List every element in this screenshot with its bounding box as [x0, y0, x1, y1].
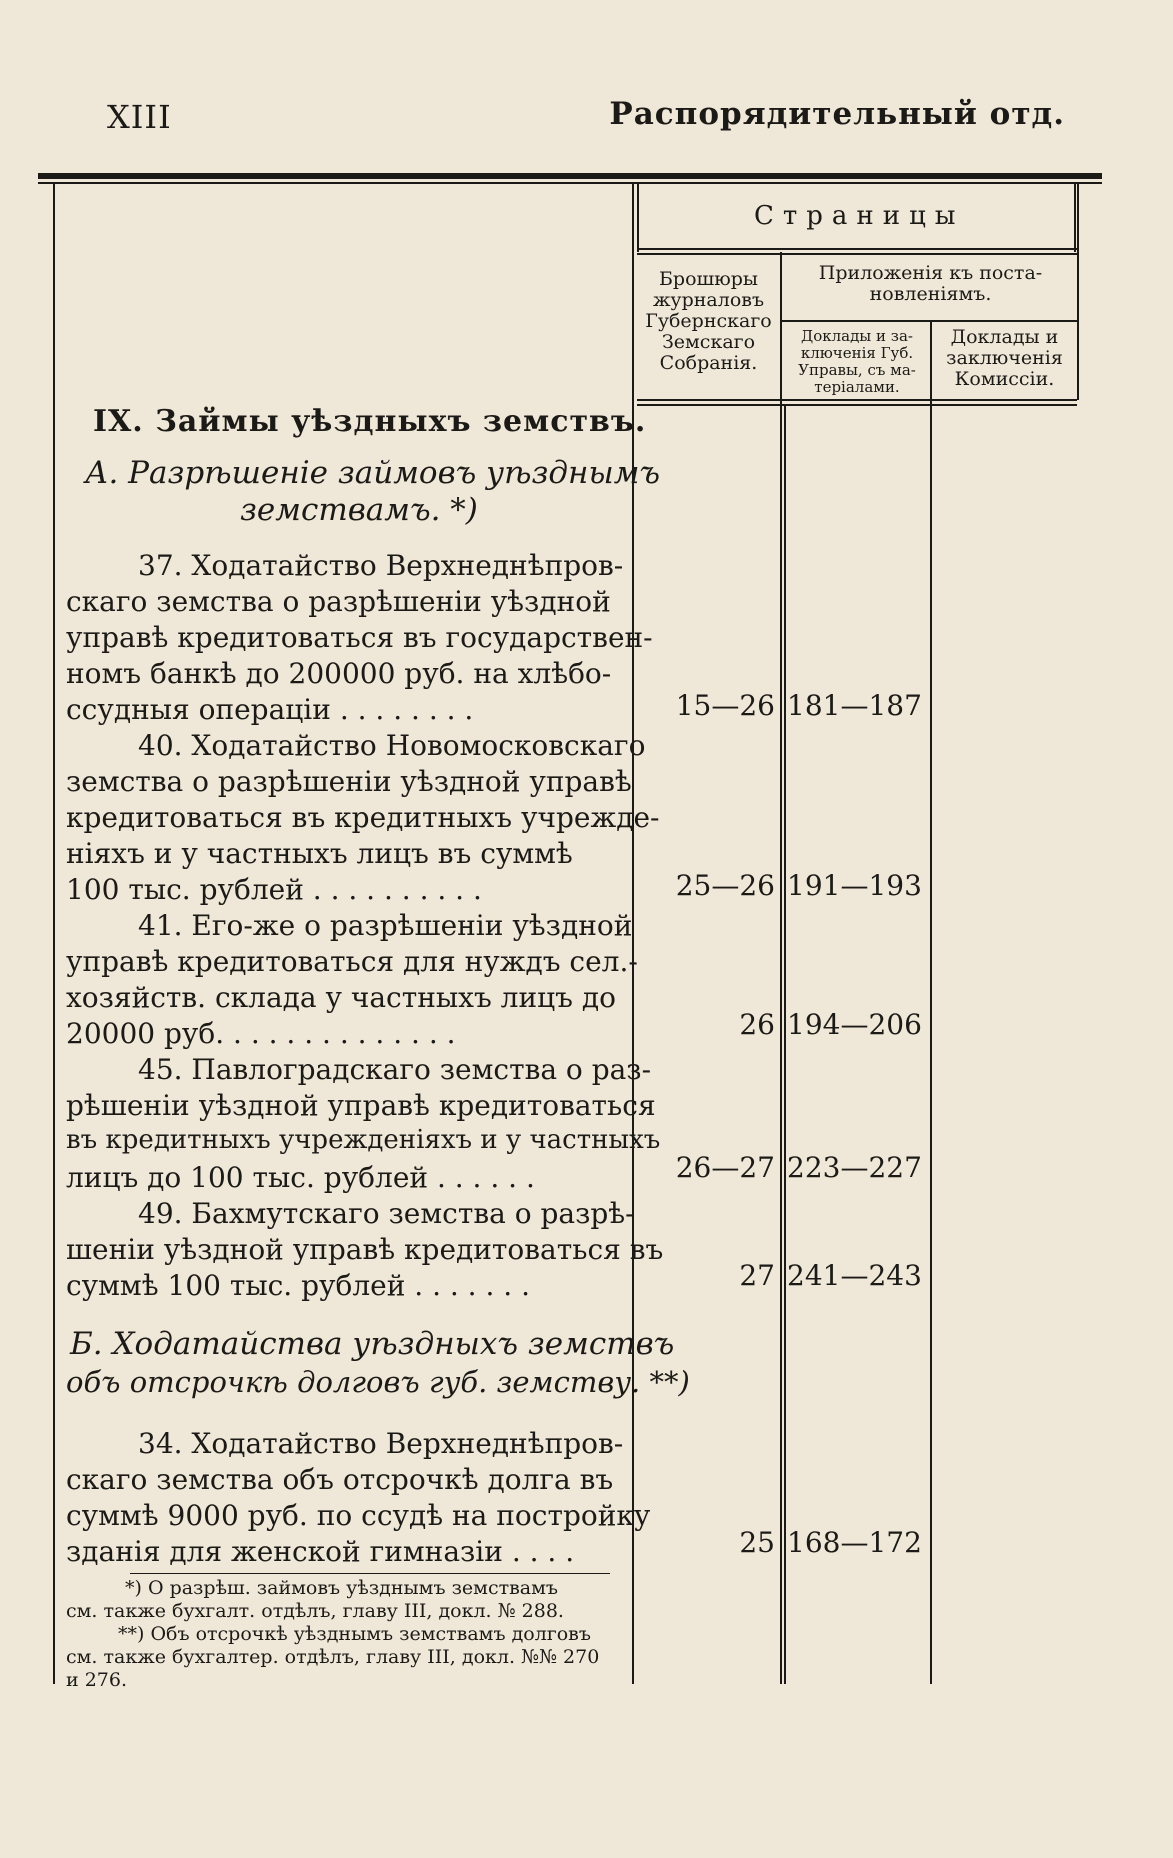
subheader-rule: [782, 320, 1077, 322]
item-41-line-2: управѣ кредитоваться для нуждъ сел.-: [66, 945, 638, 978]
ref-40-reports: 191—193: [787, 869, 922, 902]
item-41-line-1: 41. Его-же о разрѣшеніи уѣздной: [138, 909, 633, 942]
ref-41-reports: 194—206: [787, 1008, 922, 1041]
item-41-line-4: 20000 руб. . . . . . . . . . . . . .: [66, 1017, 456, 1050]
frame-right-line-2: [1074, 184, 1076, 252]
section-a-title: А. Разрѣшеніе займовъ уѣзднымъ: [85, 455, 661, 491]
item-40-line-1: 40. Ходатайство Новомосковскаго: [138, 729, 646, 762]
item-37-line-5: ссудныя операціи . . . . . . . .: [66, 693, 474, 726]
item-40-line-2: земства о разрѣшеніи уѣздной управѣ: [66, 765, 632, 798]
item-34-line-2: скаго земства объ отсрочкѣ долга въ: [66, 1463, 614, 1496]
item-40-line-4: ніяхъ и у частныхъ лицъ въ суммѣ: [66, 837, 573, 870]
frame-left-line: [53, 184, 55, 1684]
col-appendices-header: Приложенія къ поста- новленіямъ.: [818, 262, 1043, 305]
col-divider-commission: [930, 322, 932, 1684]
ref-49-brochure: 27: [739, 1259, 775, 1292]
ref-40-brochure: 25—26: [675, 869, 775, 902]
header-rule-2: [637, 253, 1077, 255]
footnote-rule: [130, 1573, 610, 1574]
footnote-1-line-1: *) О разрѣш. займовъ уѣзднымъ земствамъ: [125, 1577, 559, 1599]
item-40-line-3: кредитоваться въ кредитныхъ учрежде-: [66, 801, 660, 834]
item-37-line-1: 37. Ходатайство Верхнеднѣпров-: [138, 549, 624, 582]
header-bottom-rule-1: [637, 399, 1077, 401]
item-49-line-2: шеніи уѣздной управѣ кредитоваться въ: [66, 1233, 664, 1266]
ref-45-reports: 223—227: [787, 1151, 922, 1184]
pages-caption: Страницы: [754, 201, 965, 231]
item-37-line-3: управѣ кредитоваться въ государствен-: [66, 621, 653, 654]
item-49-line-3: суммѣ 100 тыс. рублей . . . . . . .: [66, 1269, 530, 1302]
item-40-line-5: 100 тыс. рублей . . . . . . . . . .: [66, 873, 482, 906]
ref-34-reports: 168—172: [787, 1526, 922, 1559]
top-rule-thin: [38, 182, 1102, 184]
footnote-2-line-3: и 276.: [66, 1669, 128, 1691]
item-45-line-2: рѣшеніи уѣздной управѣ кредитоваться: [66, 1089, 656, 1122]
col-commission-header: Доклады и заключенія Комиссіи.: [946, 326, 1063, 390]
footnote-1-line-2: см. также бухгалт. отдѣлъ, главу III, докл. № 288.: [66, 1600, 564, 1622]
col-brochures-header: Брошюры журналовъ Губернскаго Земскаго Собранія.: [645, 268, 772, 374]
section-b-title: Б. Ходатайства уѣздныхъ земствъ: [70, 1326, 675, 1362]
item-45-line-3: въ кредитныхъ учрежденіяхъ и у частныхъ: [66, 1125, 661, 1155]
ref-37-brochure: 15—26: [675, 689, 775, 722]
item-37-line-4: номъ банкѣ до 200000 руб. на хлѣбо-: [66, 657, 612, 690]
item-34-line-1: 34. Ходатайство Верхнеднѣпров-: [138, 1427, 624, 1460]
ref-45-brochure: 26—27: [675, 1151, 775, 1184]
ref-34-brochure: 25: [739, 1526, 775, 1559]
item-34-line-3: суммѣ 9000 руб. по ссудѣ на постройку: [66, 1499, 651, 1532]
col-divider-reports: [780, 252, 782, 1684]
header-rule-1: [637, 248, 1077, 250]
item-34-line-4: зданія для женской гимназіи . . . .: [66, 1535, 575, 1568]
frame-right-line: [1077, 184, 1079, 400]
footnote-2-line-1: **) Объ отсрочкѣ уѣзднымъ земствамъ долговъ: [118, 1623, 591, 1645]
col-reports-header: Доклады и за- ключенія Губ. Управы, съ ма- теріалами.: [798, 327, 916, 396]
ref-49-reports: 241—243: [787, 1259, 922, 1292]
page-number: XIII: [107, 98, 172, 136]
section-a-title-2: земствамъ. *): [240, 492, 478, 528]
top-rule: [38, 173, 1102, 179]
item-49-line-1: 49. Бахмутскаго земства о разрѣ-: [138, 1197, 635, 1230]
col-divider-line-2: [637, 184, 639, 252]
ref-41-brochure: 26: [739, 1008, 775, 1041]
section-b-title-2: объ отсрочкѣ долговъ губ. земству. **): [66, 1365, 690, 1399]
col-divider-reports-2: [784, 404, 786, 1684]
item-41-line-3: хозяйств. склада у частныхъ лицъ до: [66, 981, 616, 1014]
item-37-line-2: скаго земства о разрѣшеніи уѣздной: [66, 585, 611, 618]
ref-37-reports: 181—187: [787, 689, 922, 722]
footnote-2-line-2: см. также бухгалтер. отдѣлъ, главу III, докл. №№ 270: [66, 1646, 600, 1668]
header-bottom-rule-2: [637, 404, 1077, 406]
department-header: Распорядительный отд.: [609, 96, 1065, 132]
section-ix-title: IX. Займы уѣздныхъ земствъ.: [93, 404, 647, 439]
item-45-line-1: 45. Павлоградскаго земства о раз-: [138, 1053, 652, 1086]
item-45-line-4: лицъ до 100 тыс. рублей . . . . . .: [66, 1161, 535, 1194]
